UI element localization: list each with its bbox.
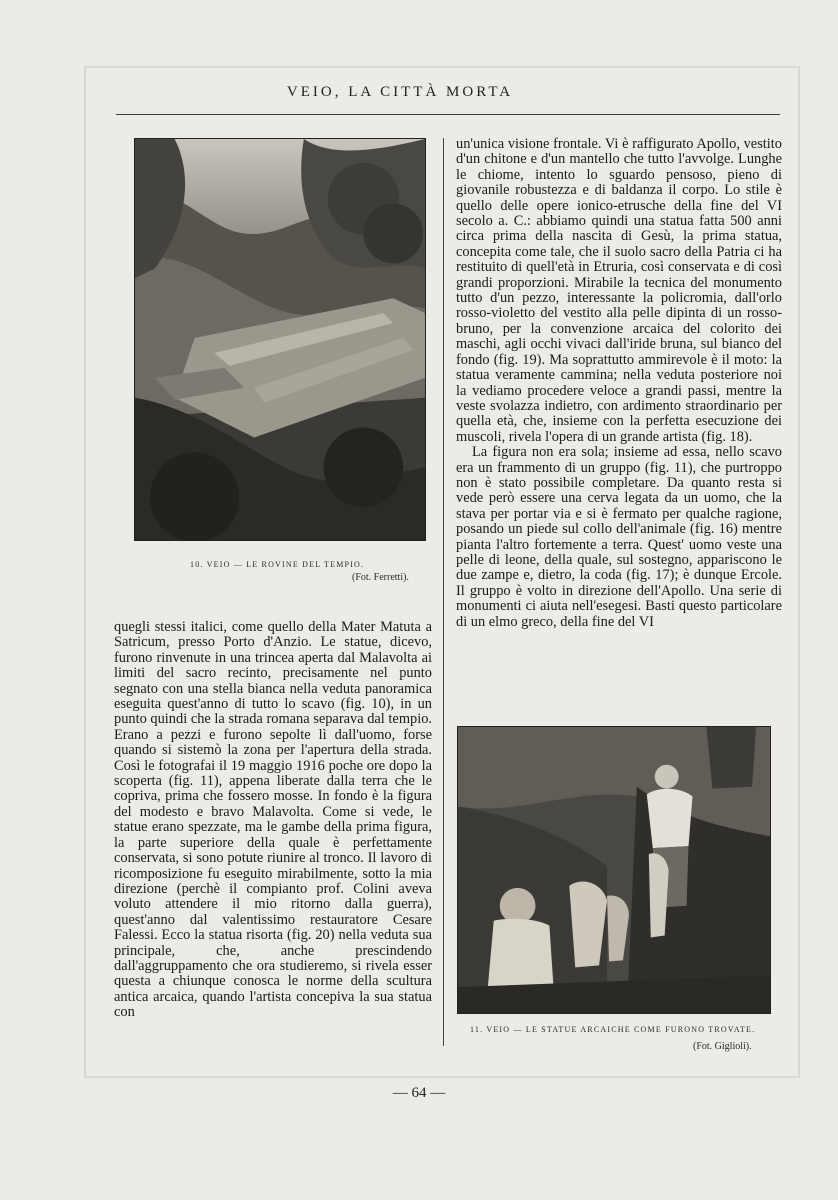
figure-11-caption: 11. VEIO — LE STATUE ARCAICHE COME FURONO TROVATE. [470,1025,756,1034]
column-divider [443,138,444,1046]
right-column [456,137,782,630]
figure-10-photo [134,138,426,541]
left-paragraph: quegli stessi italici, come quello della Mater Matuta a Satricum, presso Porto d'Anzio. Le statue, dicevo, furono rinvenute in una trincea aperta dal Malavolta ai limiti del sacro recinto, precisamente nel punto segnato con una stella bianca nella veduta panoramica eseguita quest'anno di tutto lo scavo (fig. 10), in un punto quindi che la strada romana separava dal tempio. Erano a pezzi e furono sepolte lì dall'uomo, forse quando si sistemò la zona per l'apertura della strada. Così le fotografai il 19 maggio 1916 poche ore dopo la scoperta (fig. 11), appena liberate dalla terra che le copriva, prima che fossero mosse. In fondo è la figura del modesto e bravo Malavolta. Come si vede, le statue erano spezzate, ma le gambe della prima figura, la parte superiore della quale è perfettamente conservata, si sono potute riunire al tronco. Il lavoro di ricomposizione fu eseguito mirabilmente, sotto la mia direzione (perchè il compianto prof. Colini aveva voluto attendere il mio ritorno dalla guerra), quest'anno dal valentissimo restauratore Cesare Falessi. Ecco la statua risorta (fig. 20) nella veduta sua principale, che, anche prescindendo dall'aggruppamento che ora studieremo, si rivela esser questa a chiunque conosca le norme della scultura antica arcaica, quando l'artista concepiva la sua statua con [114,619,432,1021]
header-rule [116,114,780,115]
figure-11-photo [457,726,771,1014]
page-number: — 64 — [392,1085,446,1101]
right-paragraph: un'unica visione frontale. Vi è raffigurato Apollo, vestito d'un chitone e d'un mantello che tutto l'avvolge. Lunghe le chiome, intento lo sguardo pensoso, pieno di giovanile robustezza e di baldanza il corpo. Lo stile è quello delle opere ionico-etrusche della fine del VI secolo a. C.: abbiamo quindi una statua fatta 500 anni circa prima della nascita di Gesù, la prima statua, concepita come tale, che il suolo sacro della Patria ci ha restituito di quell'età in Etruria, così conservata e di così grandi proporzioni. Mirabile la tecnica del monumento tutto d'un pezzo, interessante la policromia, dall'orlo rosso-violetto del vestito alla pelle dipinta di un rosso-bruno, per la convenzione arcaica del colorito dei maschi, agli occhi vivaci dall'iride bruna, sul bianco del fondo (fig. 19). Ma soprattutto ammirevole è il moto: la statua veramente cammina; nella veduta posteriore noi la vediamo procedere veloce a grandi passi, mentre la veste svolazza indietro, con ardimento straordinario per quella età, che, insieme con la perfetta esecuzione dei muscoli, rivela l'opera di un grande artista (fig. 18). [456,136,782,445]
left-column [114,620,432,1021]
running-title: VEIO, LA CITTÀ MORTA [286,84,514,100]
right-paragraph: La figura non era sola; insieme ad essa, nello scavo era un frammento di un gruppo (fig. 11), che purtroppo non è stato possibile completare. Da quanto resta si vede però essere una cerva legata da un uomo, che la stava per portar via e si è fermato per qualche ragione, posando un piede sul collo dell'animale (fig. 16) mentre pianta l'altro fortemente a terra. Quest' uomo veste una pelle di leone, della quale, sul sostegno, appariscono le due zampe e, dietro, la coda (fig. 17); è dunque Ercole. Il gruppo è volto in direzione dell'Apollo. Una serie di monumenti ci aiuta nell'esegesi. Basti questo particolare di un elmo greco, della fine del VI [456,444,782,630]
figure-11-credit: (Fot. Giglioli). [693,1041,752,1052]
figure-10-credit: (Fot. Ferretti). [352,572,409,583]
figure-10-caption: 10. VEIO — LE ROVINE DEL TEMPIO. [190,560,365,569]
